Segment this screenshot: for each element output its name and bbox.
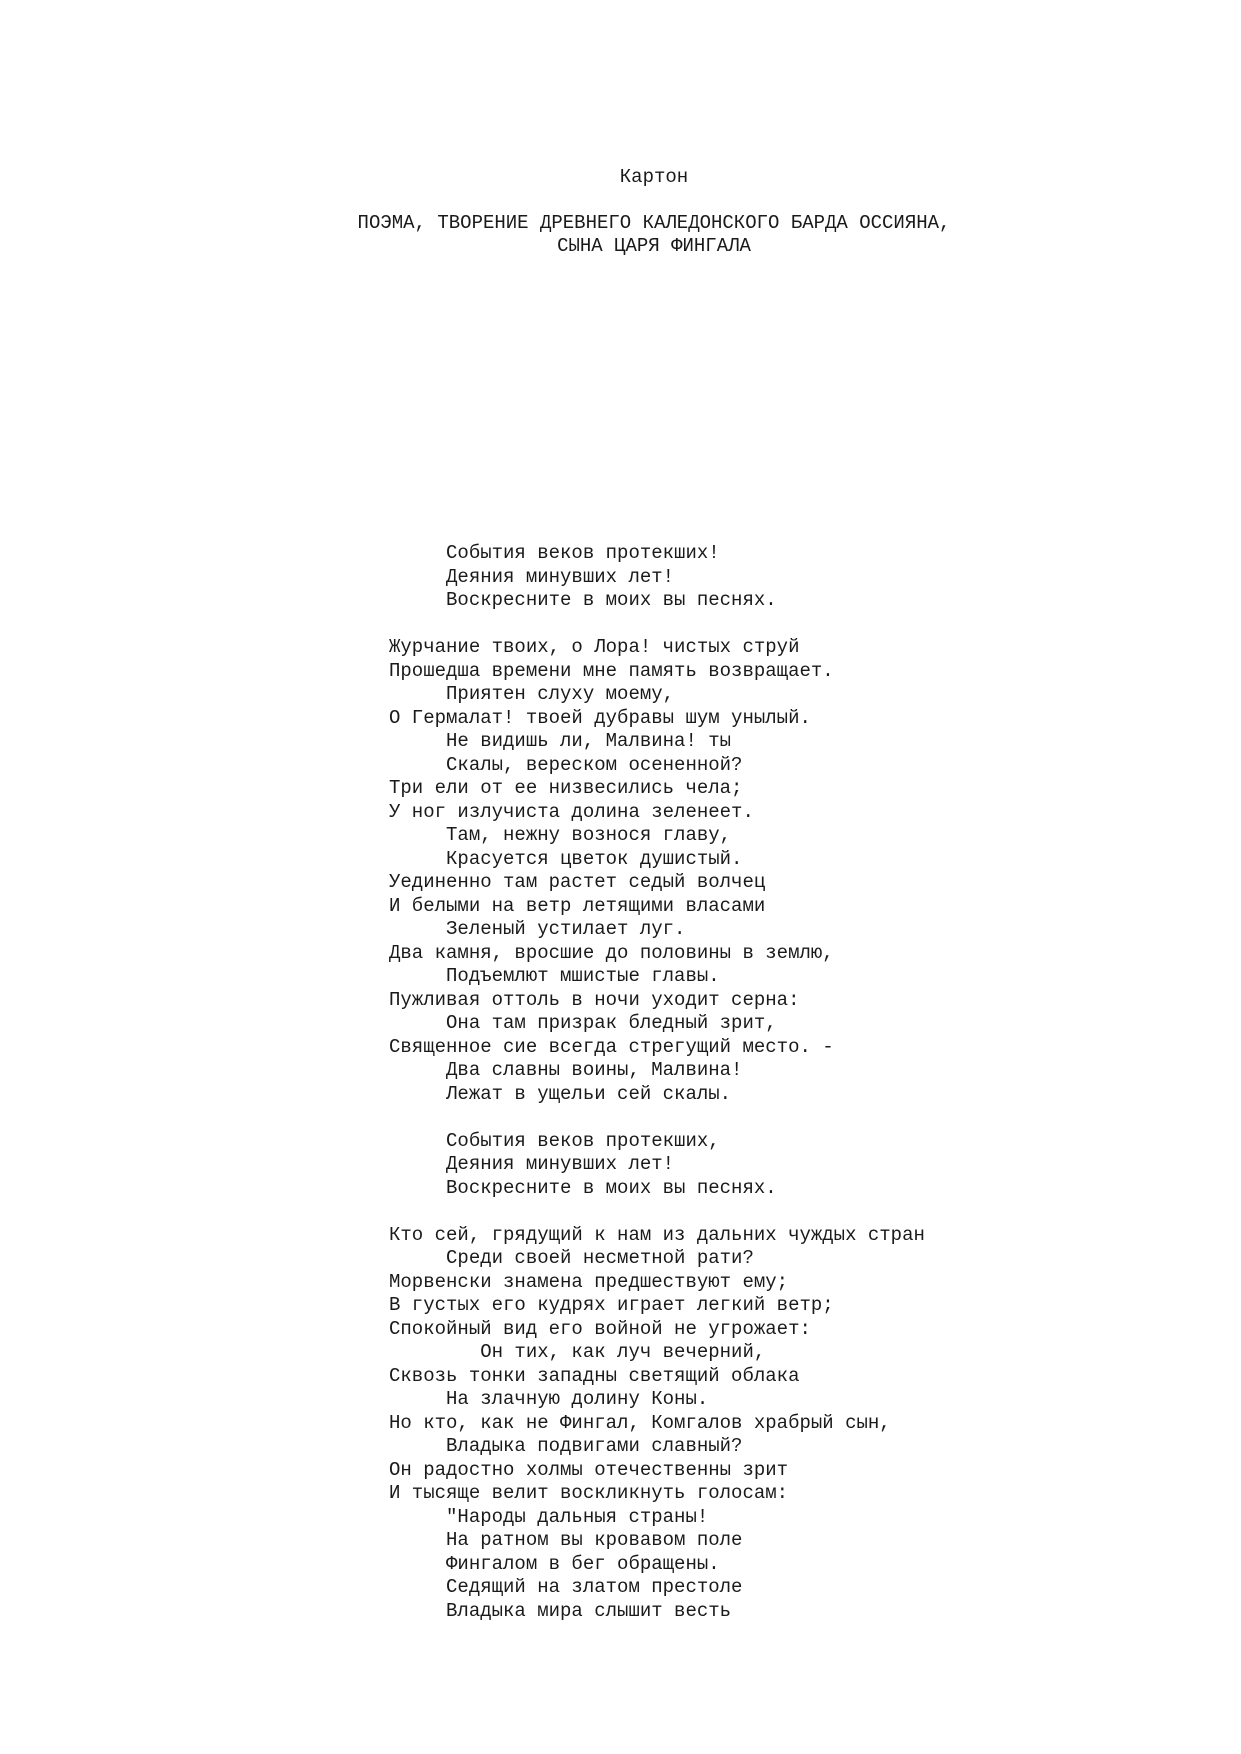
poem-line: Воскресните в моих вы песнях. — [389, 1176, 777, 1199]
poem-line: На злачную долину Коны. — [389, 1388, 709, 1410]
poem-line: Зеленый устилает луг. — [389, 918, 686, 940]
stanza-break — [389, 1200, 925, 1224]
poem-line: Но кто, как не Фингал, Комгалов храбрый сын, — [389, 1411, 891, 1434]
poem-line: Морвенски знамена предшествуют ему; — [389, 1270, 789, 1293]
poem-line: Кто сей, грядущий к нам из дальних чуждых стран — [389, 1223, 925, 1246]
poem-line: Деяния минувших лет! — [389, 565, 675, 588]
poem-body — [389, 542, 925, 1623]
poem-line: Пужливая оттоль в ночи уходит серна: — [389, 988, 800, 1011]
poem-line: О Гермалат! твоей дубравы шум унылый. — [389, 706, 811, 729]
poem-line: Красуется цветок душистый. — [389, 847, 743, 870]
poem-line: Уединенно там растет седый волчец — [389, 871, 766, 893]
subtitle-line: СЫНА ЦАРЯ ФИНГАЛА — [557, 235, 751, 257]
poem-line: Лежат в ущельи сей скалы. — [389, 1082, 732, 1105]
poem-line: Там, нежну вознося главу, — [389, 824, 732, 846]
poem-line: Священное сие всегда стрегущий место. - — [389, 1035, 834, 1058]
poem-line: "Народы дальныя страны! — [389, 1505, 709, 1528]
poem-line: Он радостно холмы отечественны зрит — [389, 1458, 789, 1481]
stanza-break — [389, 613, 925, 637]
poem-line: События веков протекших! — [389, 542, 720, 564]
poem-line: События веков протекших, — [389, 1129, 720, 1152]
document-title: Картон — [619, 166, 689, 188]
poem-line: У ног излучиста долина зеленеет. — [389, 800, 754, 823]
poem-line: Он тих, как луч вечерний, — [389, 1341, 766, 1363]
poem-line: Приятен слуху моему, — [389, 683, 675, 705]
poem-line: В густых его кудрях играет легкий ветр; — [389, 1294, 834, 1316]
poem-line: Два славны воины, Малвина! — [389, 1059, 743, 1081]
poem-line: Скалы, вереском осененной? — [389, 753, 743, 776]
poem-line: Сквозь тонки западны светящий облака — [389, 1364, 800, 1387]
poem-line: Она там призрак бледный зрит, — [389, 1012, 777, 1034]
poem-line: Деяния минувших лет! — [389, 1153, 675, 1175]
poem-line: И белыми на ветр летящими власами — [389, 894, 766, 917]
poem-line: Седящий на златом престоле — [389, 1576, 743, 1598]
poem-line: Журчание твоих, о Лора! чистых струй — [389, 636, 800, 658]
poem-line: Прошедша времени мне память возвращает. — [389, 659, 834, 682]
poem-line: Подъемлют мшистые главы. — [389, 965, 720, 987]
poem-line: И тысяще велит воскликнуть голосам: — [389, 1482, 789, 1504]
poem-line: Спокойный вид его войной не угрожает: — [389, 1317, 811, 1340]
poem-line: Среди своей несметной рати? — [389, 1247, 754, 1269]
poem-line: Владыка подвигами славный? — [389, 1435, 743, 1457]
subtitle-line: ПОЭМА, ТВОРЕНИЕ ДРЕВНЕГО КАЛЕДОНСКОГО БАРДА ОССИЯНА, — [357, 212, 951, 234]
poem-line: Три ели от ее низвесились чела; — [389, 777, 743, 799]
poem-line: Воскресните в моих вы песнях. — [389, 589, 777, 611]
poem-line: На ратном вы кровавом поле — [389, 1529, 743, 1551]
document-subtitle — [0, 212, 1241, 258]
poem-line: Владыка мира слышит весть — [389, 1599, 732, 1622]
stanza-break — [389, 1106, 925, 1130]
poem-line: Фингалом в бег обращены. — [389, 1552, 720, 1575]
poem-line: Два камня, вросшие до половины в землю, — [389, 941, 834, 964]
poem-line: Не видишь ли, Малвина! ты — [389, 730, 732, 752]
